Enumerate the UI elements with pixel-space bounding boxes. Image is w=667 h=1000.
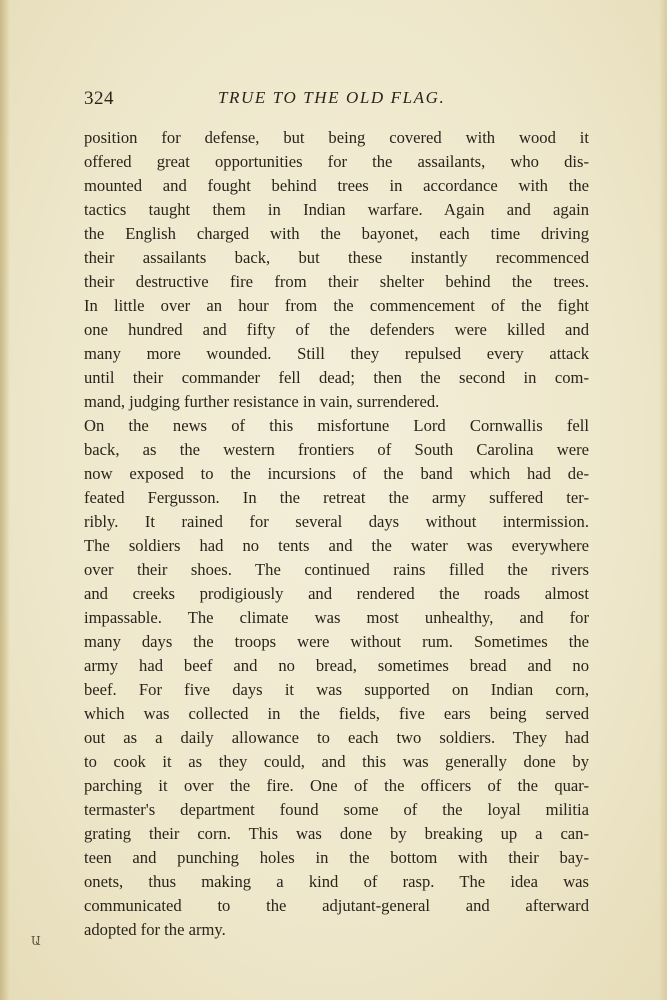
text-line: impassable. The climate was most unhealthy, and for (84, 608, 589, 627)
text-line: feated Fergusson. In the retreat the army suffered ter- (84, 488, 589, 507)
text-line: offered great opportunities for the assailants, who dis- (84, 152, 589, 171)
text-line: back, as the western frontiers of South Carolina were (84, 440, 589, 459)
text-line: their assailants back, but these instantly recommenced (84, 248, 589, 267)
page-right-edge (659, 0, 667, 1000)
text-line: parching it over the fire. One of the officers of the quar- (84, 776, 589, 795)
text-line: over their shoes. The continued rains filled the rivers (84, 560, 589, 579)
text-line: The soldiers had no tents and the water was everywhere (84, 536, 589, 555)
page-header (84, 88, 584, 114)
text-line: to cook it as they could, and this was generally done by (84, 752, 589, 771)
text-line: On the news of this misfortune Lord Cornwallis fell (84, 416, 589, 435)
text-line: until their commander fell dead; then the second in com- (84, 368, 589, 387)
text-line: and creeks prodigiously and rendered the roads almost (84, 584, 589, 603)
body-text (84, 126, 589, 942)
text-line: the English charged with the bayonet, each time driving (84, 224, 589, 243)
text-line: out as a daily allowance to each two soldiers. They had (84, 728, 589, 747)
text-line: their destructive fire from their shelter behind the trees. (84, 272, 589, 291)
text-line: communicated to the adjutant-general and afterward (84, 896, 589, 915)
text-line: In little over an hour from the commencement of the fight (84, 296, 589, 315)
text-line: onets, thus making a kind of rasp. The idea was (84, 872, 589, 891)
text-line: now exposed to the incursions of the band which had de- (84, 464, 589, 483)
text-line: termaster's department found some of the loyal militia (84, 800, 589, 819)
text-line: tactics taught them in Indian warfare. Again and again (84, 200, 589, 219)
text-line: ribly. It rained for several days without intermission. (84, 512, 589, 531)
text-line: mounted and fought behind trees in accordance with the (84, 176, 589, 195)
text-line: position for defense, but being covered with wood it (84, 128, 589, 147)
text-line: army had beef and no bread, sometimes bread and no (84, 656, 589, 675)
text-line: grating their corn. This was done by breaking up a can- (84, 824, 589, 843)
text-line: beef. For five days it was supported on Indian corn, (84, 680, 589, 699)
text-line: one hundred and fifty of the defenders were killed and (84, 320, 589, 339)
margin-mark: Ա (31, 934, 41, 948)
page-binding-edge (0, 0, 10, 1000)
page-number: 324 (84, 88, 114, 109)
text-line: mand, judging further resistance in vain, surrendered. (84, 392, 440, 411)
text-line: teen and punching holes in the bottom with their bay- (84, 848, 589, 867)
text-line: which was collected in the fields, five ears being served (84, 704, 589, 723)
running-title: TRUE TO THE OLD FLAG. (218, 88, 446, 107)
text-line: many more wounded. Still they repulsed every attack (84, 344, 589, 363)
text-line: adopted for the army. (84, 920, 226, 939)
text-line: many days the troops were without rum. Sometimes the (84, 632, 589, 651)
